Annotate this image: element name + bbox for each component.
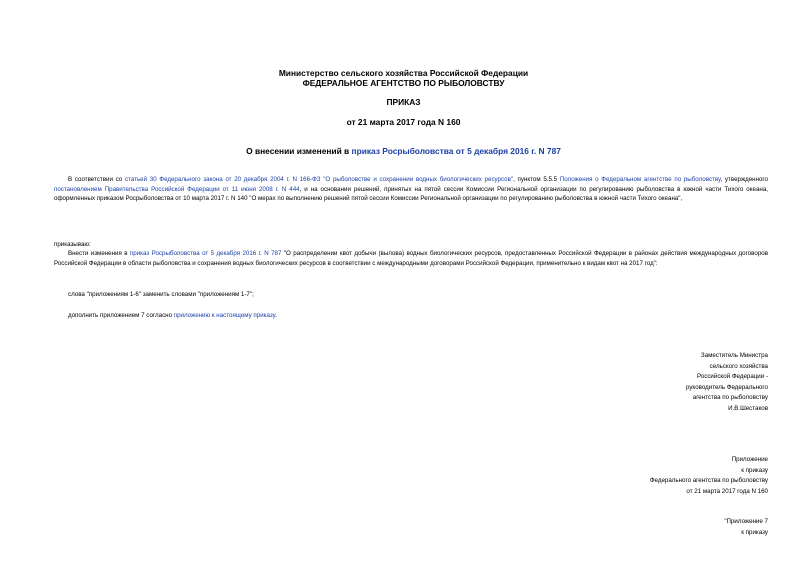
- preamble-text-1: В соответствии со: [68, 176, 125, 183]
- appendix-block: [650, 455, 768, 497]
- government-decree-link[interactable]: постановлением Правительства Российской Федерации от 11 июня 2008 г. N 444: [54, 185, 300, 193]
- signature-line: сельского хозяйства: [709, 362, 768, 370]
- order-text-1: Внести изменения в: [68, 250, 130, 257]
- agency-name: ФЕДЕРАЛЬНОЕ АГЕНТСТВО ПО РЫБОЛОВСТВУ: [302, 78, 505, 88]
- appendix7-line: к приказу: [741, 528, 768, 536]
- preamble-text-2: , пунктом 5.5.5: [513, 176, 560, 183]
- appendix-link[interactable]: приложению к настоящему приказу: [173, 312, 276, 319]
- document-title: [0, 146, 807, 156]
- regulation-link[interactable]: Положения о Федеральном агентстве по рыболовству: [559, 176, 721, 183]
- signature-line: агентства по рыболовству: [692, 394, 768, 402]
- document-date-number: от 21 марта 2017 года N 160: [346, 117, 461, 127]
- signature-block: [686, 351, 768, 415]
- signature-line: И.В.Шестаков: [728, 404, 768, 412]
- order-item-2: [68, 311, 277, 320]
- prikazyvayu-label: приказываю:: [54, 241, 91, 248]
- federal-law-link[interactable]: статьей 30 Федерального закона от 20 декабря 2004 г. N 166-ФЗ "О рыболовстве и сохранении водных биологических ресурсов": [124, 176, 514, 183]
- order-787-link[interactable]: приказ Росрыболовства от 5 декабря 2016 г. N 787: [129, 250, 282, 257]
- order-text-2: "О распределении квот добычи (вылова) водных биологических ресурсов, предоставленных Российской Федерации в районах действия международных договоров Российской Федерации в области рыболовства и сохранения водных биологических ресурсов в соответствии с международными договорами Российской Федерации, применительно к видам квот на 2017 год":: [54, 250, 768, 267]
- appendix-line: Приложение: [731, 456, 768, 463]
- order-paragraph: [54, 249, 768, 268]
- preamble-text-4: , и на основании решений, принятых на пятой сессии Комиссии Региональной организации по регулированию рыболовства в южной части Тихого океана, оформленных приказом Росрыболовства от 10 марта 2017 г. N 140 "О мерах по выполнению решений пятой сессии Комиссии Региональной организации по регулированию рыболовства в южной части Тихого океана",: [54, 185, 768, 203]
- appendix7-block: [724, 517, 768, 538]
- appendix7-line: "Приложение 7: [724, 518, 768, 525]
- preamble-paragraph: [54, 175, 768, 204]
- appendix-line: от 21 марта 2017 года N 160: [686, 487, 768, 495]
- title-link[interactable]: приказ Росрыболовства от 5 декабря 2016 г. N 787: [351, 146, 561, 156]
- signature-line: Заместитель Министра: [700, 352, 768, 359]
- preamble-text-3: , утвержденного: [720, 176, 768, 183]
- appendix-line: Федерального агентства по рыболовству: [649, 477, 768, 485]
- order-item-2-suffix: .: [275, 312, 277, 319]
- order-item-2-prefix: дополнить приложением 7 согласно: [68, 312, 174, 319]
- order-item-1: слова "приложениям 1-6" заменить словами "приложениям 1-7";: [68, 291, 254, 298]
- signature-line: руководитель Федерального: [685, 383, 768, 391]
- ministry-name: Министерство сельского хозяйства Российской Федерации: [278, 68, 529, 78]
- appendix-line: к приказу: [741, 466, 768, 474]
- document-type: ПРИКАЗ: [386, 97, 421, 107]
- title-prefix: О внесении изменений в: [246, 146, 352, 156]
- signature-line: Российской Федерации -: [696, 373, 768, 381]
